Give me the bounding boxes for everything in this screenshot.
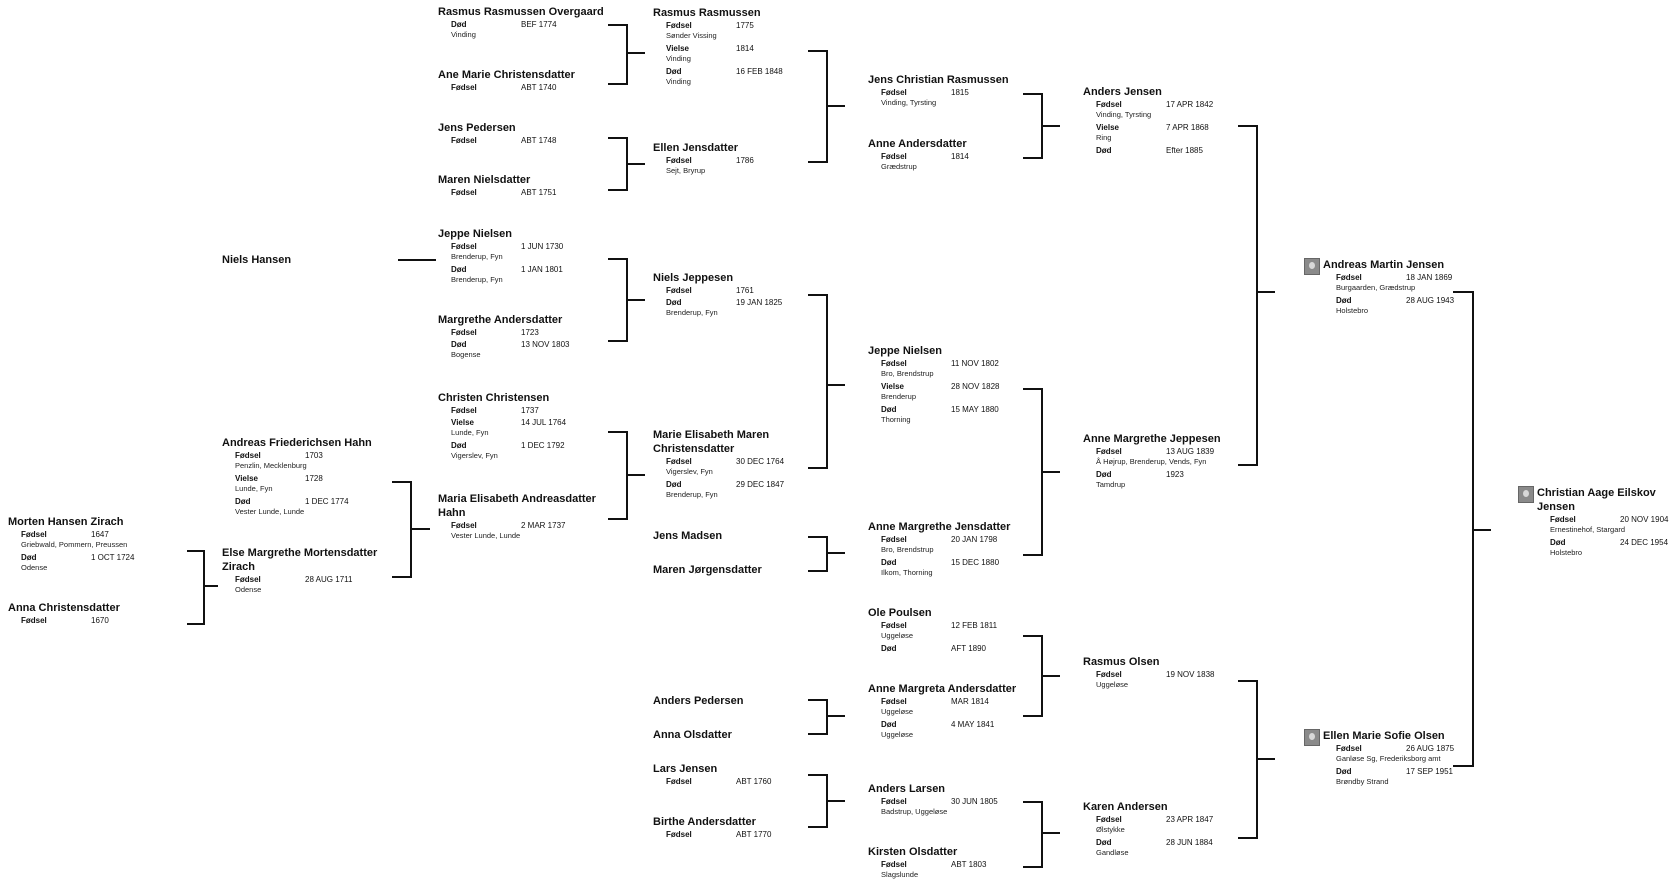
person-name: Anders Pedersen	[653, 695, 744, 707]
event-label: Fødsel	[881, 621, 907, 630]
event-date: 13 NOV 1803	[521, 340, 570, 349]
event-date: AFT 1890	[951, 644, 986, 653]
event-place: Badstrup, Uggeløse	[881, 807, 948, 816]
event-label: Død	[666, 67, 682, 76]
event-label: Vielse	[1096, 123, 1119, 132]
event-date: 17 SEP 1951	[1406, 767, 1454, 776]
event-label: Fødsel	[235, 451, 261, 460]
event-date: 19 NOV 1838	[1166, 670, 1215, 679]
event-date: 1 JAN 1801	[521, 265, 563, 274]
event-place: Brenderup, Fyn	[666, 308, 718, 317]
person-name: Else Margrethe Mortensdatter Zirach	[222, 547, 378, 573]
event-label: Vielse	[881, 382, 904, 391]
parent-bracket	[1238, 681, 1275, 838]
event-date: 1775	[736, 21, 754, 30]
parent-bracket	[608, 432, 645, 519]
event-label: Fødsel	[881, 697, 907, 706]
event-label: Fødsel	[21, 616, 47, 625]
person-name: Margrethe Andersdatter	[438, 314, 563, 326]
event-date: 15 DEC 1880	[951, 558, 1000, 567]
event-label: Død	[1096, 470, 1112, 479]
person-name: Birthe Andersdatter	[653, 816, 756, 828]
event-label: Fødsel	[451, 328, 477, 337]
parent-bracket	[1023, 389, 1060, 555]
event-place: Holstebro	[1550, 548, 1583, 557]
event-place: Thorning	[881, 415, 911, 424]
person-name: Anders Larsen	[868, 783, 946, 795]
event-date: ABT 1770	[736, 830, 772, 839]
event-date: ABT 1760	[736, 777, 772, 786]
event-date: 1647	[91, 530, 109, 539]
event-date: 16 FEB 1848	[736, 67, 783, 76]
event-place: Vinding	[451, 30, 476, 39]
event-label: Fødsel	[881, 860, 907, 869]
parent-bracket	[1023, 802, 1060, 867]
event-place: Lunde, Fyn	[451, 428, 489, 437]
event-date: 1923	[1166, 470, 1184, 479]
event-label: Fødsel	[1336, 273, 1362, 282]
event-date: 26 AUG 1875	[1406, 744, 1455, 753]
person-name: Jeppe Nielsen	[868, 345, 942, 357]
person-name: Maren Jørgensdatter	[653, 564, 762, 576]
person-name: Rasmus Olsen	[1083, 656, 1160, 668]
parent-bracket	[608, 25, 645, 84]
event-date: ABT 1803	[951, 860, 987, 869]
event-label: Fødsel	[881, 152, 907, 161]
event-label: Fødsel	[881, 797, 907, 806]
event-label: Fødsel	[666, 21, 692, 30]
event-place: Burgaarden, Grædstrup	[1336, 283, 1416, 292]
event-date: 1728	[305, 474, 323, 483]
event-date: 1703	[305, 451, 323, 460]
event-label: Fødsel	[235, 575, 261, 584]
event-place: Tamdrup	[1096, 480, 1126, 489]
event-date: 28 AUG 1943	[1406, 296, 1455, 305]
event-place: Penzlin, Mecklenburg	[235, 461, 307, 470]
person-name: Anna Olsdatter	[653, 729, 732, 741]
event-label: Død	[1096, 838, 1112, 847]
event-date: 1761	[736, 286, 754, 295]
person-name: Christian Aage Eilskov Jensen	[1537, 487, 1656, 513]
parent-bracket	[392, 482, 430, 577]
person-name: Anne Margreta Andersdatter	[868, 683, 1017, 695]
parent-bracket	[187, 551, 218, 624]
event-date: 15 MAY 1880	[951, 405, 999, 414]
event-label: Fødsel	[666, 457, 692, 466]
event-label: Fødsel	[881, 535, 907, 544]
event-label: Fødsel	[666, 156, 692, 165]
person-name: Ellen Marie Sofie Olsen	[1323, 730, 1445, 742]
person-name: Rasmus Rasmussen	[653, 7, 761, 19]
parent-bracket	[1453, 292, 1491, 766]
event-label: Død	[451, 20, 467, 29]
event-date: 20 JAN 1798	[951, 535, 998, 544]
event-place: Vinding	[666, 54, 691, 63]
event-place: Uggeløse	[1096, 680, 1129, 689]
event-date: 1737	[521, 406, 539, 415]
event-place: Uggeløse	[881, 631, 914, 640]
parent-bracket	[608, 138, 645, 190]
person-name: Rasmus Rasmussen Overgaard	[438, 6, 604, 18]
event-date: 11 NOV 1802	[951, 359, 999, 368]
event-label: Fødsel	[881, 359, 907, 368]
person-name: Maren Nielsdatter	[438, 174, 531, 186]
person-name: Niels Hansen	[222, 254, 292, 266]
event-date: 1814	[951, 152, 969, 161]
person-name: Kirsten Olsdatter	[868, 846, 958, 858]
person-name: Ane Marie Christensdatter	[438, 69, 575, 81]
event-label: Vielse	[235, 474, 258, 483]
event-date: 30 JUN 1805	[951, 797, 998, 806]
event-place: Uggeløse	[881, 730, 914, 739]
event-date: 23 APR 1847	[1166, 815, 1214, 824]
person-name: Anne Andersdatter	[868, 138, 967, 150]
event-date: 1 DEC 1792	[521, 441, 565, 450]
event-place: Ganløse Sg, Frederiksborg amt	[1336, 754, 1441, 763]
event-date: 13 AUG 1839	[1166, 447, 1215, 456]
event-place: Odense	[21, 563, 48, 572]
event-place: Brenderup, Fyn	[451, 275, 503, 284]
event-label: Død	[881, 558, 897, 567]
person-name: Maria Elisabeth Andreasdatter Hahn	[438, 493, 596, 519]
event-place: Brenderup, Fyn	[666, 490, 718, 499]
event-label: Fødsel	[451, 242, 477, 251]
event-label: Fødsel	[451, 406, 477, 415]
person-name: Anne Margrethe Jensdatter	[868, 521, 1011, 533]
parent-bracket	[608, 259, 645, 341]
event-place: Uggeløse	[881, 707, 914, 716]
parent-bracket	[808, 51, 845, 162]
event-label: Død	[881, 720, 897, 729]
event-date: 4 MAY 1841	[951, 720, 995, 729]
event-label: Død	[1096, 146, 1112, 155]
parent-bracket	[1023, 636, 1060, 716]
event-date: 30 DEC 1764	[736, 457, 785, 466]
event-label: Død	[881, 405, 897, 414]
person-name: Anne Margrethe Jeppesen	[1083, 433, 1221, 445]
event-label: Fødsel	[451, 136, 477, 145]
event-label: Fødsel	[881, 88, 907, 97]
event-label: Død	[881, 644, 897, 653]
person-name: Christen Christensen	[438, 392, 550, 404]
event-date: BEF 1774	[521, 20, 557, 29]
event-place: Vester Lunde, Lunde	[451, 531, 521, 540]
event-place: Vigerslev, Fyn	[451, 451, 498, 460]
event-label: Vielse	[666, 44, 689, 53]
parent-bracket	[1023, 94, 1060, 158]
event-label: Død	[1336, 767, 1352, 776]
person-name: Marie Elisabeth Maren Christensdatter	[653, 429, 770, 455]
event-place: Vinding, Tyrsting	[1096, 110, 1152, 119]
person-name: Lars Jensen	[653, 763, 718, 775]
event-date: 1814	[736, 44, 754, 53]
parent-bracket	[808, 295, 845, 468]
event-place: Slagslunde	[881, 870, 919, 879]
event-date: ABT 1740	[521, 83, 557, 92]
parent-bracket	[808, 537, 845, 571]
event-place: Holstebro	[1336, 306, 1369, 315]
event-date: 28 JUN 1884	[1166, 838, 1213, 847]
event-place: Å Højrup, Brenderup, Vends, Fyn	[1096, 457, 1207, 466]
event-label: Død	[235, 497, 251, 506]
event-label: Fødsel	[1096, 670, 1122, 679]
event-date: 29 DEC 1847	[736, 480, 785, 489]
event-date: 17 APR 1842	[1166, 100, 1214, 109]
event-place: Ilkom, Thorning	[881, 568, 933, 577]
event-date: 1 OCT 1724	[91, 553, 135, 562]
event-label: Død	[451, 265, 467, 274]
person-name: Andreas Friederichsen Hahn	[222, 437, 372, 449]
event-label: Død	[451, 441, 467, 450]
event-date: ABT 1751	[521, 188, 557, 197]
person-name: Karen Andersen	[1083, 801, 1168, 813]
event-place: Vester Lunde, Lunde	[235, 507, 305, 516]
event-place: Sejt, Bryrup	[666, 166, 706, 175]
event-place: Grædstrup	[881, 162, 917, 171]
event-date: 14 JUL 1764	[521, 418, 567, 427]
event-label: Død	[666, 298, 682, 307]
event-place: Ølstykke	[1096, 825, 1125, 834]
event-date: 7 APR 1868	[1166, 123, 1209, 132]
event-date: 1 DEC 1774	[305, 497, 349, 506]
event-place: Ernestinehof, Stargard	[1550, 525, 1626, 534]
event-date: 28 AUG 1711	[305, 575, 353, 584]
event-place: Griebwald, Pommern, Preussen	[21, 540, 128, 549]
event-date: 1786	[736, 156, 754, 165]
event-place: Vinding	[666, 77, 691, 86]
event-place: Ring	[1096, 133, 1112, 142]
event-label: Fødsel	[666, 830, 692, 839]
person-name: Anders Jensen	[1083, 86, 1162, 98]
event-place: Vinding, Tyrsting	[881, 98, 937, 107]
event-place: Bro, Brendstrup	[881, 369, 934, 378]
person-name: Andreas Martin Jensen	[1323, 259, 1445, 271]
event-place: Brøndby Strand	[1336, 777, 1389, 786]
event-place: Bogense	[451, 350, 481, 359]
event-label: Død	[666, 480, 682, 489]
person-name: Jeppe Nielsen	[438, 228, 512, 240]
person-name: Ellen Jensdatter	[653, 142, 738, 154]
event-date: 1 JUN 1730	[521, 242, 564, 251]
event-date: MAR 1814	[951, 697, 989, 706]
event-date: Efter 1885	[1166, 146, 1203, 155]
person-name: Morten Hansen Zirach	[8, 516, 124, 528]
event-label: Fødsel	[451, 521, 477, 530]
event-date: 12 FEB 1811	[951, 621, 998, 630]
parent-bracket	[1238, 126, 1275, 465]
event-label: Død	[1550, 538, 1566, 547]
event-label: Fødsel	[1096, 100, 1122, 109]
event-label: Fødsel	[451, 188, 477, 197]
event-place: Lunde, Fyn	[235, 484, 273, 493]
person-name: Niels Jeppesen	[653, 272, 734, 284]
event-label: Fødsel	[1336, 744, 1362, 753]
event-place: Brenderup	[881, 392, 917, 401]
person-name: Jens Pedersen	[438, 122, 516, 134]
event-place: Odense	[235, 585, 262, 594]
event-place: Vigerslev, Fyn	[666, 467, 713, 476]
event-date: 20 NOV 1904	[1620, 515, 1669, 524]
event-label: Fødsel	[451, 83, 477, 92]
event-label: Vielse	[451, 418, 474, 427]
event-date: 1815	[951, 88, 969, 97]
event-label: Fødsel	[1096, 447, 1122, 456]
event-date: 19 JAN 1825	[736, 298, 783, 307]
event-label: Fødsel	[666, 286, 692, 295]
person-name: Jens Christian Rasmussen	[868, 74, 1009, 86]
person-name: Jens Madsen	[653, 530, 723, 542]
event-date: 24 DEC 1954	[1620, 538, 1669, 547]
event-date: 18 JAN 1869	[1406, 273, 1453, 282]
event-date: ABT 1748	[521, 136, 557, 145]
event-label: Fødsel	[21, 530, 47, 539]
event-label: Død	[451, 340, 467, 349]
event-label: Død	[1336, 296, 1352, 305]
parent-bracket	[808, 775, 845, 827]
event-place: Bro, Brendstrup	[881, 545, 934, 554]
parent-bracket	[808, 700, 845, 734]
event-place: Sønder Vissing	[666, 31, 717, 40]
event-label: Fødsel	[1096, 815, 1122, 824]
event-label: Fødsel	[666, 777, 692, 786]
event-place: Brenderup, Fyn	[451, 252, 503, 261]
event-label: Fødsel	[1550, 515, 1576, 524]
event-place: Gandløse	[1096, 848, 1129, 857]
event-date: 1723	[521, 328, 539, 337]
person-name: Ole Poulsen	[868, 607, 932, 619]
event-date: 1670	[91, 616, 109, 625]
event-date: 28 NOV 1828	[951, 382, 1000, 391]
person-name: Anna Christensdatter	[8, 602, 120, 614]
event-label: Død	[21, 553, 37, 562]
event-date: 2 MAR 1737	[521, 521, 566, 530]
